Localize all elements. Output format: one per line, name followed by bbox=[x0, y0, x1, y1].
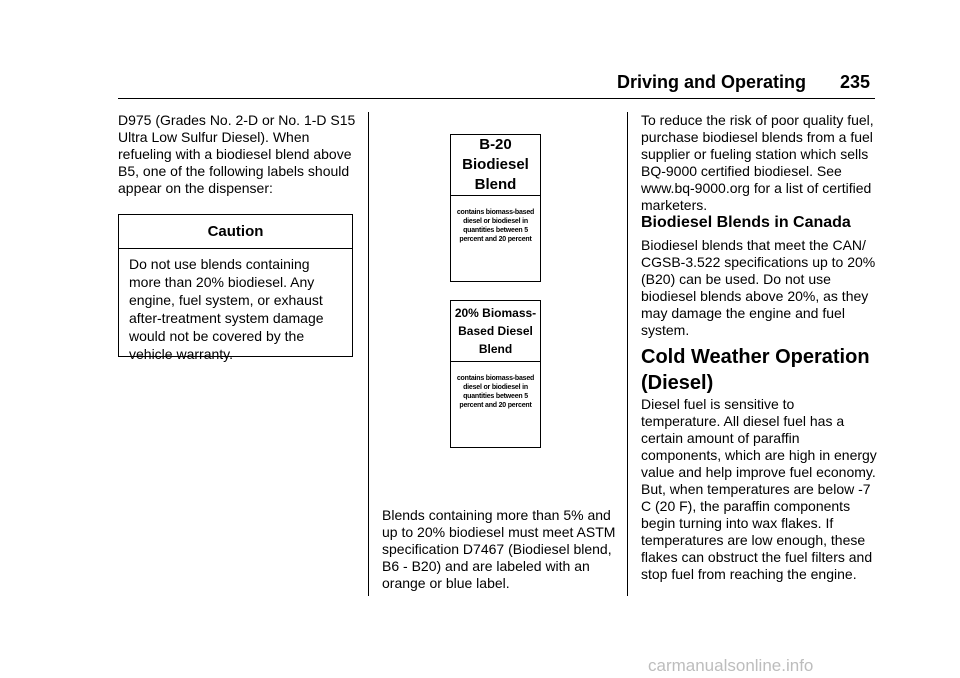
column-divider-left bbox=[368, 112, 369, 596]
caution-box bbox=[118, 214, 353, 362]
right-intro bbox=[641, 112, 877, 214]
column-divider-right bbox=[627, 112, 628, 596]
b20-label-body: contains biomass-based diesel or biodiesel in quantities between 5 percent and 20 percent bbox=[456, 209, 535, 243]
caution-title: Caution bbox=[119, 215, 352, 249]
biomass-label-body: contains biomass-based diesel or biodiesel in quantities between 5 percent and 20 percent bbox=[456, 375, 535, 409]
section-title: Driving and Operating bbox=[617, 72, 807, 92]
canada-section bbox=[641, 237, 877, 339]
biomass-label bbox=[450, 300, 541, 448]
canada-text: Biodiesel blends that meet the CAN/ CGSB-3.522 specifications up to 20% (B20) can be used. Do not use biodiesel blends above 20%, as they may damage the engine and fuel system. bbox=[641, 237, 876, 338]
middle-paragraph: Blends containing more than 5% and up to 20% biodiesel must meet ASTM specification D7467 (Biodiesel blend, B6 - B20) and are labeled with an orange or blue label. bbox=[382, 507, 616, 591]
cold-weather-section bbox=[641, 396, 877, 583]
left-paragraph: D975 (Grades No. 2-D or No. 1-D S15 Ultra Low Sulfur Diesel). When refueling with a biodiesel blend above B5, one of the following labels should appear on the dispenser: bbox=[118, 112, 356, 196]
cold-weather-heading: Cold Weather Operation (Diesel) bbox=[641, 346, 870, 394]
b20-label bbox=[450, 134, 541, 282]
watermark: carmanualsonline.info bbox=[648, 656, 814, 675]
header-rule bbox=[118, 98, 875, 99]
left-column bbox=[118, 112, 356, 197]
right-intro-text: To reduce the risk of poor quality fuel, purchase biodiesel blends from a fuel supplier or fueling station which sells BQ-9000 certified biodiesel. See www.bq-9000.org for a list of certified marketers. bbox=[641, 112, 874, 213]
cold-weather-text: Diesel fuel is sensitive to temperature. All diesel fuel has a certain amount of paraffin components, which are high in energy value and help improve fuel economy. But, when temperatures are below -7 C (20 F), the paraffin components begin turning into wax flakes. If temperatures are low enough, these flakes can obstruct the fuel filters and stop fuel from reaching the engine. bbox=[641, 396, 877, 582]
middle-column bbox=[382, 507, 622, 592]
canada-heading: Biodiesel Blends in Canada bbox=[641, 214, 851, 231]
b20-label-heading: B-20 Biodiesel Blend bbox=[451, 135, 540, 196]
caution-text: Do not use blends containing more than 20% biodiesel. Any engine, fuel system, or exhaust after-treatment system damage would not be covered by the vehicle warranty. bbox=[129, 256, 324, 362]
biomass-label-heading: 20% Biomass-Based Diesel Blend bbox=[451, 301, 540, 362]
page-number: 235 bbox=[840, 72, 871, 92]
